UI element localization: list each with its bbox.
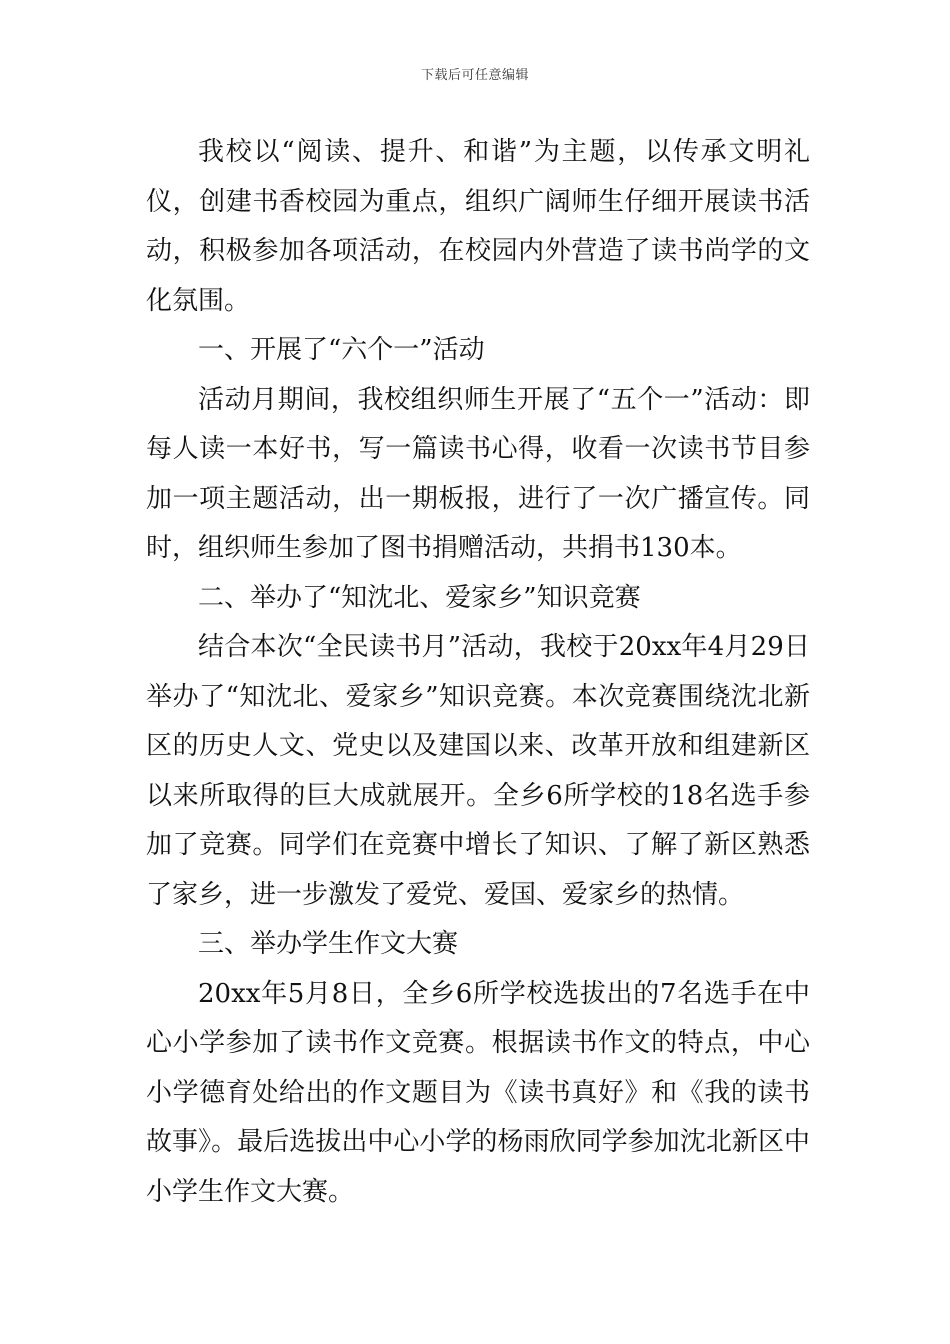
section-heading-1: 一、开展了“六个一”活动 [198, 335, 485, 365]
paragraph-section-1: 活动月期间，我校组织师生开展了“五个一”活动：即每人读一本好书，写一篇读书心得，收看一次读书节目参加一项主题活动，出一期板报，进行了一次广播宣传。同时，组织师生参加了图书捐赠活动，共捐书130本。 [146, 384, 810, 563]
section-heading-2: 二、举办了“知沈北、爱家乡”知识竞赛 [198, 582, 641, 613]
page-header-note: 下载后可任意编辑 [420, 68, 529, 83]
paragraph-section-2: 结合本次“全民读书月”活动，我校于20xx年4月29日举办了“知沈北、爱家乡”知识竞赛。本次竞赛围绕沈北新区的历史人文、党史以及建国以来、改革开放和组建新区以来所取得的巨大成就展开。全乡6所学校的18名选手参加了竞赛。同学们在竞赛中增长了知识、了解了新区熟悉了家乡，进一步激发了爱党、爱国、爱家乡的热情。 [146, 632, 810, 910]
document-body [146, 128, 810, 1217]
paragraph-intro: 我校以“阅读、提升、和谐”为主题，以传承文明礼仪，创建书香校园为重点，组织广阔师生仔细开展读书活动，积极参加各项活动，在校园内外营造了读书尚学的文化氛围。 [146, 137, 810, 316]
section-heading-3: 三、举办学生作文大赛 [198, 929, 459, 959]
paragraph-section-3: 20xx年5月8日，全乡6所学校选拔出的7名选手在中心小学参加了读书作文竞赛。根据读书作文的特点，中心小学德育处给出的作文题目为《读书真好》和《我的读书故事》。最后选拔出中心小学的杨雨欣同学参加沈北新区中小学生作文大赛。 [146, 978, 810, 1207]
